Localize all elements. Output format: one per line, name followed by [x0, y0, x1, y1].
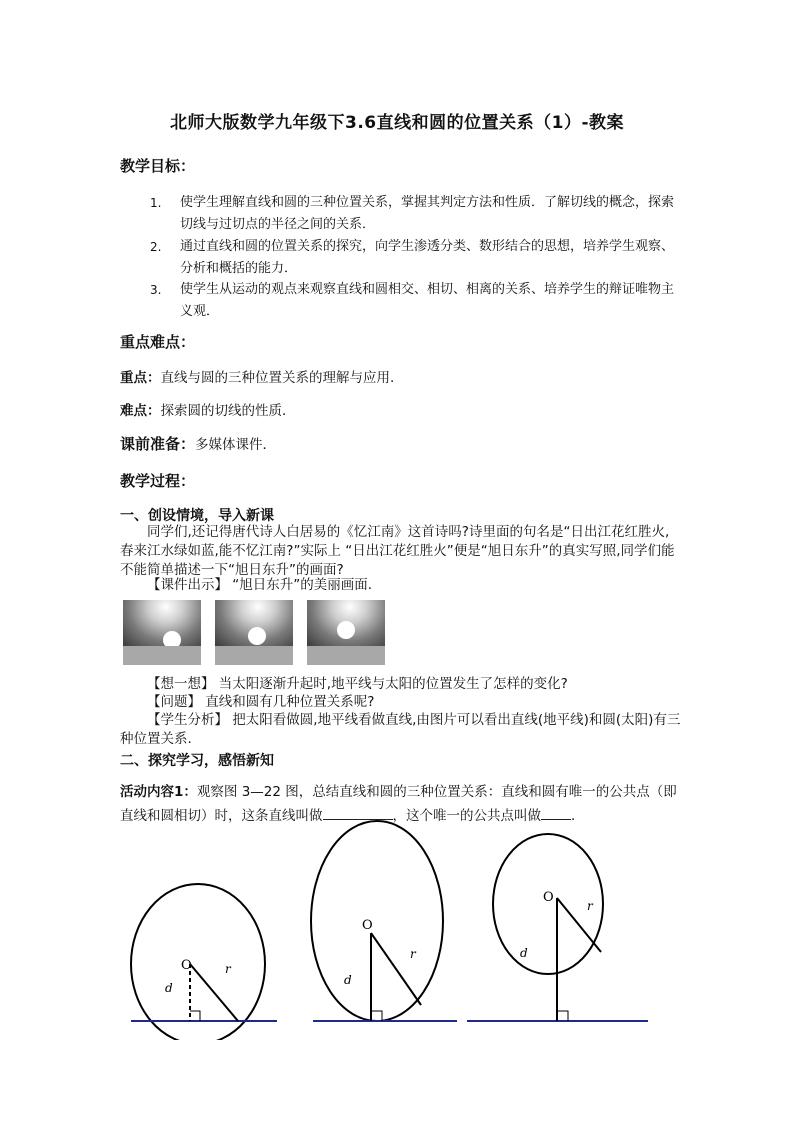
distance-label: d — [165, 981, 173, 995]
distance-label: d — [344, 973, 352, 987]
sunrise-photo-1 — [123, 600, 201, 665]
objective-text: 使学生从运动的观点来观察直线和圆相交、相切、相离的关系、培养学生的辩证唯物主义观． — [180, 282, 675, 319]
figure-tangent — [311, 821, 457, 1021]
photo-ground — [215, 646, 293, 665]
analysis-paragraph: 【学生分析】 把太阳看做圆,地平线看做直线,由图片可以看出直线(地平线)和圆(太阳)有三种位置关系. — [120, 712, 681, 747]
objective-text: 使学生理解直线和圆的三种位置关系，掌握其判定方法和性质．了解切线的概念，探索切线与过切点的半径之间的关系． — [180, 195, 675, 232]
question-line: 【问题】 直线和圆有几种位置关系呢? — [147, 694, 375, 710]
objective-item-2 — [150, 236, 680, 280]
preparation-text: 多媒体课件． — [195, 437, 277, 453]
circle — [311, 821, 443, 1021]
radius-label: r — [587, 899, 593, 913]
section1-title: 一、创设情境，导入新课 — [120, 508, 274, 524]
sun-icon — [337, 621, 355, 639]
sun-icon — [248, 627, 266, 645]
radius-segment — [190, 964, 238, 1021]
difficulty-text: 探索圆的切线的性质． — [160, 403, 296, 419]
difficulty-line — [120, 400, 296, 422]
objective-item-1 — [150, 192, 680, 236]
objective-text: 通过直线和圆的位置关系的探究，向学生渗透分类、数形结合的思想，培养学生观察、分析和概括的能力． — [180, 239, 675, 276]
process-heading: 教学过程： — [120, 472, 196, 490]
circle-line-figures — [0, 820, 794, 1040]
difficulty-label: 难点： — [120, 403, 161, 419]
sunrise-photo-3 — [307, 600, 385, 665]
preparation-line — [120, 433, 276, 456]
figure-intersecting — [131, 884, 277, 1040]
photo-ground — [307, 646, 385, 665]
sunrise-photo-2 — [215, 600, 293, 665]
right-angle-mark — [371, 1011, 382, 1021]
objective-number: 3. — [150, 283, 162, 297]
think-line: 【想一想】 当太阳逐渐升起时,地平线与太阳的位置发生了怎样的变化? — [147, 676, 568, 692]
objective-number: 1. — [150, 196, 162, 210]
right-angle-mark — [557, 1011, 568, 1021]
photo-sky — [123, 600, 201, 646]
right-angle-mark — [190, 1011, 200, 1021]
center-label: O — [362, 918, 373, 933]
objective-item-3 — [150, 279, 680, 323]
focus-text: 直线与圆的三种位置关系的理解与应用. — [160, 370, 395, 386]
center-label: O — [181, 958, 192, 973]
preparation-label: 课前准备： — [120, 435, 196, 453]
figure-separate — [467, 834, 648, 1021]
activity-text-3: ． — [571, 808, 585, 824]
radius-label: r — [410, 947, 416, 961]
focus-label: 重点： — [120, 370, 161, 386]
circle — [131, 884, 265, 1040]
radius-segment — [557, 898, 601, 952]
tangent-line-blank[interactable] — [323, 805, 393, 820]
activity-label: 活动内容1： — [120, 784, 197, 800]
radius-label: r — [225, 962, 231, 976]
courseware-line: 【课件出示】 “旭日东升”的美丽画面. — [147, 577, 373, 593]
objective-number: 2. — [150, 240, 162, 254]
section2-title: 二、探究学习，感悟新知 — [120, 753, 274, 769]
radius-segment — [371, 933, 421, 1005]
center-label: O — [543, 890, 554, 905]
focus-line — [120, 367, 394, 389]
activity-text-2: ，这个唯一的公共点叫做 — [392, 808, 541, 824]
key-points-heading: 重点难点： — [120, 333, 196, 351]
distance-label: d — [520, 946, 528, 960]
activity-text-1: 观察图 3—22 图，总结直线和圆的三种位置关系：直线和圆有唯一的公共点（即直线和圆相切）时，这条直线叫做 — [120, 784, 677, 824]
page-title: 北师大版数学九年级下3.6直线和圆的位置关系（1）-教案 — [170, 113, 624, 133]
intro-paragraph: 同学们,还记得唐代诗人白居易的《忆江南》这首诗吗?诗里面的句名是“日出江花红胜火,春来江水绿如蓝,能不忆江南?”实际上 “日出江花红胜火”便是“旭日东升”的真实写照,同学们能不能简单描述一下“旭日东升”的画面? — [120, 524, 675, 578]
tangent-point-blank[interactable] — [541, 805, 571, 820]
photo-ground — [123, 646, 201, 665]
objectives-heading: 教学目标： — [120, 157, 196, 175]
